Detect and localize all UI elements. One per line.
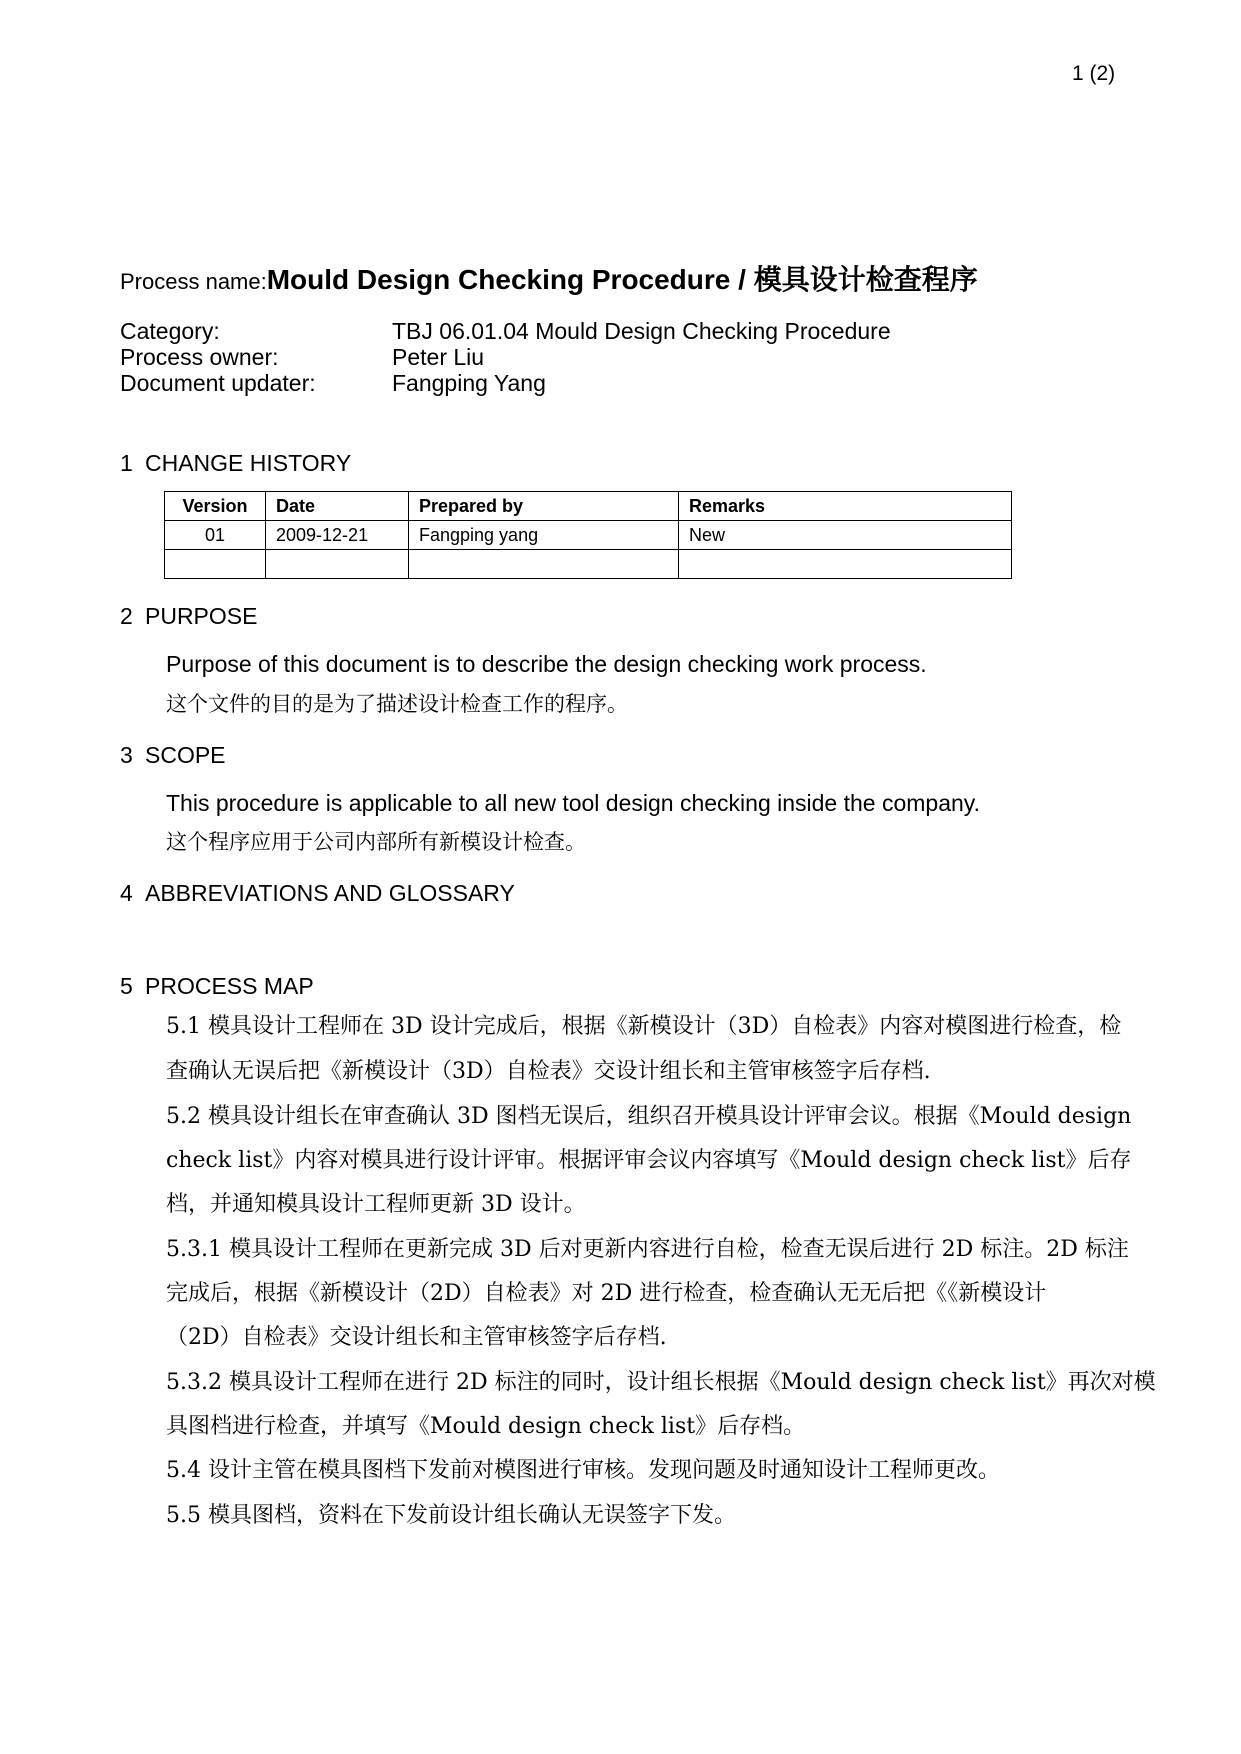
category-value: TBJ 06.01.04 Mould Design Checking Procedure bbox=[392, 318, 891, 344]
process-map-line: 5.4 设计主管在模具图档下发前对模图进行审核。发现问题及时通知设计工程师更改。 bbox=[166, 1458, 1000, 1483]
process-map-line: 5.3.2 模具设计工程师在进行 2D 标注的同时，设计组长根据《Mould design check list》再次对模 bbox=[166, 1370, 1156, 1395]
table-row bbox=[165, 550, 1012, 579]
cell-prepared-by: Fangping yang bbox=[409, 521, 679, 550]
purpose-text-en: Purpose of this document is to describe the design checking work process. bbox=[166, 651, 927, 677]
cell-prepared-by bbox=[409, 550, 679, 579]
table-header-row bbox=[165, 492, 1012, 521]
process-map-line: check list》内容对模具进行设计评审。根据评审会议内容填写《Mould design check list》后存 bbox=[166, 1148, 1132, 1173]
process-map-line: 完成后，根据《新模设计（2D）自检表》对 2D 进行检查，检查确认无无后把《《新模设计 bbox=[166, 1281, 1047, 1306]
process-map-line: 档，并通知模具设计工程师更新 3D 设计。 bbox=[166, 1192, 586, 1217]
page-number: 1 (2) bbox=[1072, 62, 1116, 85]
section-heading-process-map bbox=[120, 973, 314, 1000]
process-map-line: 查确认无误后把《新模设计（3D）自检表》交设计组长和主管审核签字后存档. bbox=[166, 1059, 931, 1084]
cell-version bbox=[165, 550, 266, 579]
process-title bbox=[120, 258, 978, 298]
purpose-text-cn: 这个文件的目的是为了描述设计检查工作的程序。 bbox=[166, 692, 628, 716]
change-history-table bbox=[164, 491, 1012, 579]
category-label: Category: bbox=[120, 318, 220, 344]
process-map-line: 具图档进行检查，并填写《Mould design check list》后存档。 bbox=[166, 1414, 806, 1439]
document-updater-value: Fangping Yang bbox=[392, 370, 546, 396]
header-prepared-by: Prepared by bbox=[409, 492, 679, 521]
process-owner-value: Peter Liu bbox=[392, 344, 485, 370]
cell-version: 01 bbox=[165, 521, 266, 550]
cell-date: 2009-12-21 bbox=[266, 521, 409, 550]
table-row bbox=[165, 521, 1012, 550]
process-map-line: 5.2 模具设计组长在审查确认 3D 图档无误后，组织召开模具设计评审会议。根据《Mould design bbox=[166, 1104, 1132, 1129]
cell-remarks: New bbox=[679, 521, 1012, 550]
section-heading-scope bbox=[120, 742, 226, 769]
title-prefix: Process name: bbox=[120, 269, 267, 294]
section-heading-change-history bbox=[120, 450, 351, 477]
section-number: 3 bbox=[120, 742, 133, 768]
header-date: Date bbox=[266, 492, 409, 521]
process-map-line: 5.3.1 模具设计工程师在更新完成 3D 后对更新内容进行自检，检查无误后进行 2D 标注。2D 标注 bbox=[166, 1237, 1129, 1262]
title-main: Mould Design Checking Procedure / 模具设计检查程序 bbox=[266, 264, 978, 295]
section-number: 4 bbox=[120, 880, 133, 906]
section-number: 5 bbox=[120, 973, 133, 999]
header-version: Version bbox=[165, 492, 266, 521]
process-map-line: 5.1 模具设计工程师在 3D 设计完成后，根据《新模设计（3D）自检表》内容对模图进行检查，检 bbox=[166, 1014, 1122, 1039]
cell-date bbox=[266, 550, 409, 579]
header-remarks: Remarks bbox=[679, 492, 1012, 521]
cell-remarks bbox=[679, 550, 1012, 579]
scope-text-cn: 这个程序应用于公司内部所有新模设计检查。 bbox=[166, 830, 586, 854]
process-owner-label: Process owner: bbox=[120, 344, 279, 370]
section-number: 1 bbox=[120, 450, 133, 476]
document-updater-label: Document updater: bbox=[120, 370, 316, 396]
process-map-line: 5.5 模具图档，资料在下发前设计组长确认无误签字下发。 bbox=[166, 1503, 736, 1528]
section-heading-abbreviations bbox=[120, 880, 515, 907]
section-title: PROCESS MAP bbox=[145, 973, 314, 999]
section-number: 2 bbox=[120, 603, 133, 629]
section-title: SCOPE bbox=[145, 742, 226, 768]
section-title: PURPOSE bbox=[145, 603, 258, 629]
section-title: CHANGE HISTORY bbox=[145, 450, 352, 476]
section-heading-purpose bbox=[120, 603, 257, 630]
process-map-line: （2D）自检表》交设计组长和主管审核签字后存档. bbox=[166, 1325, 667, 1350]
scope-text-en: This procedure is applicable to all new tool design checking inside the company. bbox=[166, 790, 980, 816]
section-title: ABBREVIATIONS AND GLOSSARY bbox=[145, 880, 515, 906]
